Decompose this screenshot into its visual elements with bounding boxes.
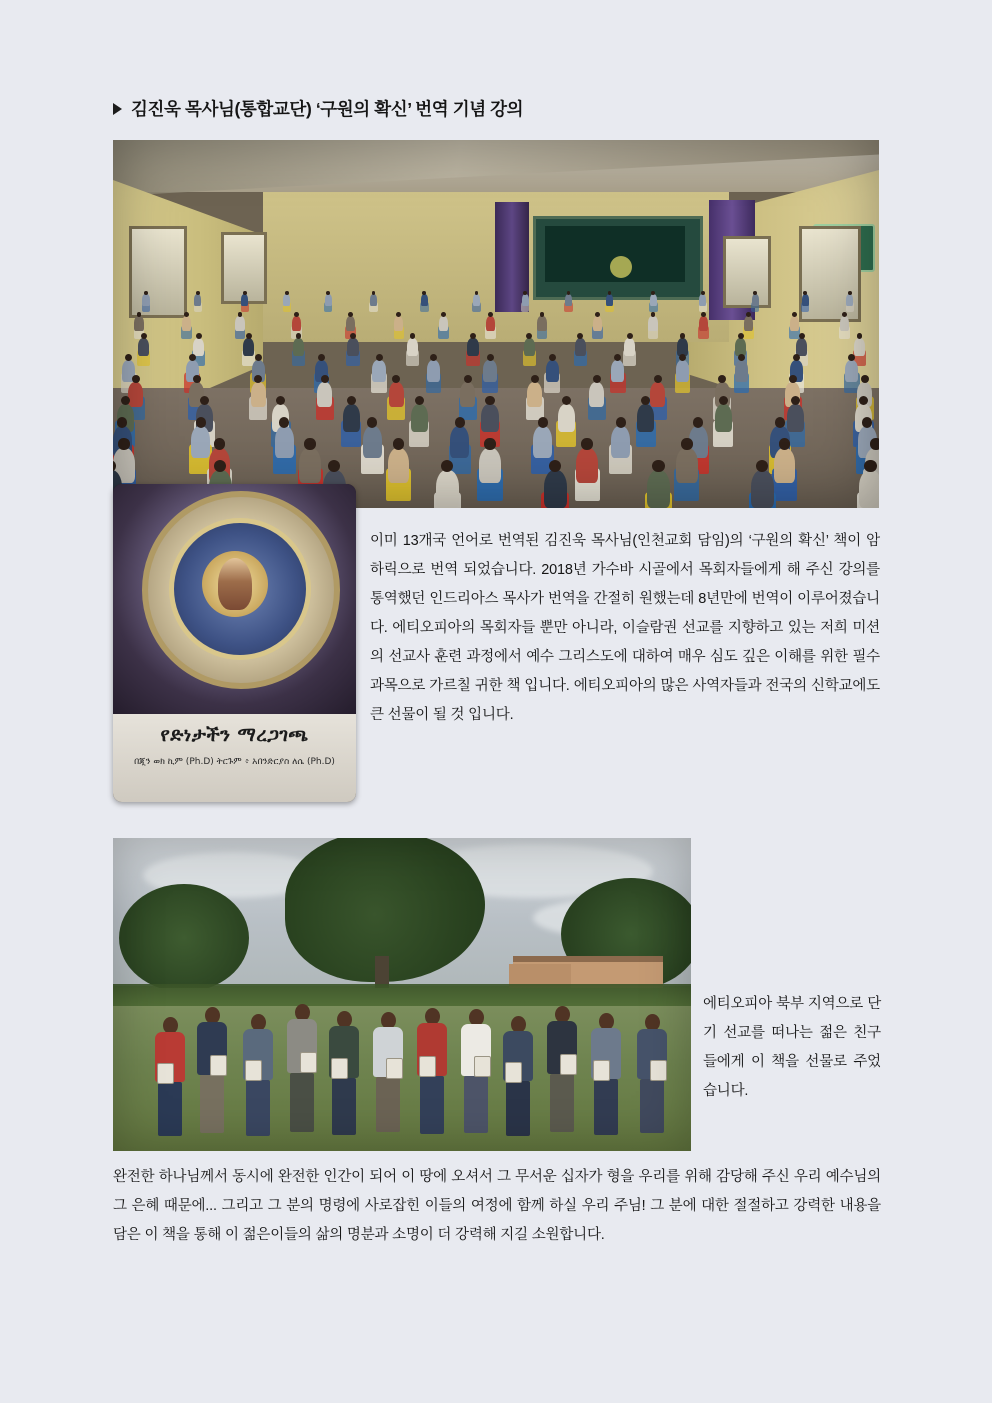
group-member xyxy=(241,1014,275,1135)
audience-head xyxy=(184,312,189,317)
audience-member xyxy=(522,294,529,306)
audience-head xyxy=(701,312,706,317)
audience-head xyxy=(608,291,612,295)
audience-head xyxy=(279,417,289,427)
group-member xyxy=(459,1009,493,1132)
audience-head xyxy=(651,291,655,295)
group-member xyxy=(371,1012,405,1132)
wall-emblem xyxy=(610,256,632,278)
audience-head xyxy=(196,291,200,295)
audience-member xyxy=(611,426,630,458)
audience-head xyxy=(318,354,325,361)
audience-head xyxy=(189,354,196,361)
audience-member xyxy=(293,338,304,356)
audience-head xyxy=(121,396,130,405)
audience-member xyxy=(372,360,385,382)
audience-head xyxy=(372,291,376,295)
audience-member xyxy=(427,360,440,382)
audience-member xyxy=(370,294,377,306)
audience-member xyxy=(347,338,358,356)
audience-member xyxy=(486,316,495,331)
person-legs xyxy=(550,1074,574,1132)
audience-head xyxy=(848,291,852,295)
audience-head xyxy=(464,375,472,383)
audience-member xyxy=(699,294,706,306)
audience-member xyxy=(467,338,478,356)
held-book xyxy=(331,1058,348,1079)
audience-head xyxy=(422,291,426,295)
audience-head xyxy=(652,460,664,472)
audience-member xyxy=(802,294,809,306)
section-heading xyxy=(113,96,913,121)
audience-member xyxy=(606,294,613,306)
audience-head xyxy=(870,438,879,449)
audience-head xyxy=(616,417,626,427)
group-member xyxy=(153,1017,187,1135)
audience-member xyxy=(481,404,498,432)
audience-head xyxy=(117,417,127,427)
photo-group-outdoors xyxy=(113,838,691,1151)
held-book xyxy=(245,1060,262,1081)
person-legs xyxy=(506,1081,530,1136)
audience-head xyxy=(861,375,869,383)
held-book xyxy=(593,1060,610,1081)
audience-head xyxy=(441,312,446,317)
audience-head xyxy=(141,333,147,339)
audience-member xyxy=(235,316,244,331)
audience-member xyxy=(134,316,143,331)
held-book xyxy=(157,1063,174,1084)
audience-member xyxy=(450,426,469,458)
paragraph-side-caption xyxy=(703,990,881,1106)
audience-head xyxy=(430,354,437,361)
audience-head xyxy=(681,438,692,449)
audience-head xyxy=(746,312,751,317)
held-book xyxy=(300,1052,317,1073)
audience-member xyxy=(363,426,382,458)
person-legs xyxy=(594,1079,618,1135)
audience-head xyxy=(304,438,315,449)
audience-member xyxy=(650,382,665,407)
audience-head xyxy=(487,354,494,361)
audience-head xyxy=(118,438,129,449)
audience-member xyxy=(251,382,266,407)
audience-member xyxy=(593,316,602,331)
audience-head xyxy=(196,417,206,427)
paragraph-intro-text: 이미 13개국 언어로 번역된 김진욱 목사님(인천교회 담임)의 ‘구원의 확신’ 책이 암하릭으로 번역 되었습니다. 2018년 가수바 시골에서 목회자들에게 해 주신 강의를 통역했던 인드리아스 목사가 번역을 간절히 원했는데 8년만에 번역이 이루어졌습니다. 에티오피아의 목회자들 뿐만 아니라, 이슬람권 선교를 지향하고 있는 저희 미션의 선교사 훈련 과정에서 예수 그리스도에 대하여 매우 심도 깊은 이해를 위한 필수 과목으로 가르칠 귀한 책 입니다. 에티오피아의 많은 사역자들과 전국의 신학교에도 큰 선물이 될 것 입니다. xyxy=(370,533,880,723)
person-legs xyxy=(332,1078,356,1135)
audience-head xyxy=(627,333,633,339)
audience-head xyxy=(485,396,494,405)
audience-member xyxy=(715,404,732,432)
photo-book-cover xyxy=(113,484,356,802)
group-member xyxy=(635,1014,669,1132)
audience-head xyxy=(738,354,745,361)
audience-head xyxy=(549,460,561,472)
held-book xyxy=(505,1062,522,1083)
audience-member xyxy=(744,316,753,331)
audience-member xyxy=(483,360,496,382)
christ-figure xyxy=(218,558,252,610)
audience-head xyxy=(376,354,383,361)
audience-member xyxy=(439,316,448,331)
paragraph-closing-text: 완전한 하나님께서 동시에 완전한 인간이 되어 이 땅에 오셔서 그 무서운 십자가 형을 우리를 위해 감당해 주신 우리 예수님의 그 은혜 때문에... 그리고 그 분의 명령에 사로잡힌 이들의 여정에 함께 하실 우리 주님! 그 분에 대한 절절하고 강력한 내용을 담은 이 책을 통해 이 젊은이들의 삶의 명분과 소명이 더 강력해 지길 소원합니다. xyxy=(113,1169,881,1243)
audience-member xyxy=(565,294,572,306)
audience-member xyxy=(624,338,635,356)
audience-head xyxy=(294,312,299,317)
audience-head xyxy=(719,396,728,405)
audience-member xyxy=(544,470,567,508)
audience-member xyxy=(194,294,201,306)
audience-member xyxy=(394,316,403,331)
audience-member xyxy=(142,294,149,306)
audience-head xyxy=(285,291,289,295)
audience-member xyxy=(611,360,624,382)
audience-head xyxy=(393,438,404,449)
audience-member xyxy=(346,316,355,331)
audience-member xyxy=(388,448,409,483)
audience-member xyxy=(317,382,332,407)
audience-head xyxy=(789,375,797,383)
audience-member xyxy=(533,426,552,458)
audience-member xyxy=(699,316,708,331)
audience-head xyxy=(679,354,686,361)
audience-head xyxy=(753,291,757,295)
audience-member xyxy=(138,338,149,356)
audience-member xyxy=(325,294,332,306)
group-member xyxy=(545,1006,579,1132)
audience-member xyxy=(292,316,301,331)
audience-head xyxy=(367,417,377,427)
audience-member xyxy=(676,448,697,483)
group-member xyxy=(589,1013,623,1135)
audience-head xyxy=(593,375,601,383)
page-title: 김진욱 목사님(통합교단) ‘구원의 확신’ 번역 기념 강의 xyxy=(131,99,524,119)
held-book xyxy=(474,1056,491,1077)
group-member xyxy=(415,1008,449,1135)
book-title-amharic: የድነታችን ማረጋገጫ xyxy=(160,724,309,746)
audience-member xyxy=(343,404,360,432)
person-legs xyxy=(420,1076,444,1134)
audience-head xyxy=(326,291,330,295)
audience-head xyxy=(132,375,140,383)
audience-member xyxy=(845,360,858,382)
audience-head xyxy=(540,312,545,317)
person-legs xyxy=(290,1073,314,1132)
held-book xyxy=(419,1056,436,1077)
audience-head xyxy=(144,291,148,295)
paragraph-intro xyxy=(370,527,880,730)
audience-head xyxy=(791,396,800,405)
group-member xyxy=(501,1016,535,1135)
audience-member xyxy=(846,294,853,306)
audience-member xyxy=(421,294,428,306)
tree-left xyxy=(119,884,249,992)
person-legs xyxy=(158,1082,182,1136)
audience-head xyxy=(803,291,807,295)
audience-head xyxy=(484,438,495,449)
audience-head xyxy=(862,417,872,427)
person-legs xyxy=(464,1076,488,1133)
group-member xyxy=(327,1011,361,1135)
audience-head xyxy=(581,438,592,449)
audience-member xyxy=(436,470,459,508)
audience-member xyxy=(191,426,210,458)
audience-member xyxy=(411,404,428,432)
audience-head xyxy=(475,291,479,295)
audience-crowd xyxy=(113,290,879,508)
audience-member xyxy=(558,404,575,432)
audience-member xyxy=(859,470,879,508)
audience-member xyxy=(735,360,748,382)
audience-head xyxy=(538,417,548,427)
audience-member xyxy=(576,448,597,483)
audience-head xyxy=(193,375,201,383)
audience-head xyxy=(214,438,225,449)
cover-artwork xyxy=(113,484,356,716)
held-book xyxy=(650,1060,667,1081)
audience-head xyxy=(738,333,744,339)
audience-member xyxy=(524,338,535,356)
audience-member xyxy=(854,338,865,356)
audience-member xyxy=(790,316,799,331)
audience-head xyxy=(792,312,797,317)
audience-member xyxy=(241,294,248,306)
audience-member xyxy=(275,426,294,458)
audience-member xyxy=(182,316,191,331)
audience-member xyxy=(647,470,670,508)
audience-head xyxy=(255,354,262,361)
audience-head xyxy=(549,354,556,361)
audience-member xyxy=(650,294,657,306)
book-authors-amharic: በጂን ወክ ኪም (Ph.D) ትርጉም ፥ አበንድርያስ ለሴ (Ph.D) xyxy=(134,757,335,767)
audience-head xyxy=(350,333,356,339)
photo-seminar-hall xyxy=(113,140,879,508)
audience-member xyxy=(389,382,404,407)
audience-head xyxy=(775,417,785,427)
audience-member xyxy=(299,448,320,483)
audience-head xyxy=(348,312,353,317)
audience-head xyxy=(455,417,465,427)
audience-member xyxy=(546,360,559,382)
audience-member xyxy=(479,448,500,483)
audience-head xyxy=(864,460,876,472)
audience-head xyxy=(595,312,600,317)
audience-member xyxy=(751,470,774,508)
audience-member xyxy=(243,338,254,356)
audience-head xyxy=(523,291,527,295)
audience-head xyxy=(567,291,571,295)
group-member xyxy=(285,1004,319,1132)
audience-head xyxy=(693,417,703,427)
audience-head xyxy=(842,312,847,317)
audience-member xyxy=(648,316,657,331)
paragraph-closing xyxy=(113,1163,881,1250)
audience-member xyxy=(840,316,849,331)
audience-head xyxy=(651,312,656,317)
audience-head xyxy=(562,396,571,405)
audience-member xyxy=(752,294,759,306)
audience-member xyxy=(575,338,586,356)
audience-head xyxy=(799,333,805,339)
person-legs xyxy=(200,1075,224,1133)
hedge-row xyxy=(113,984,691,1006)
person-legs xyxy=(246,1080,270,1136)
audience-head xyxy=(238,312,243,317)
audience-head xyxy=(470,333,476,339)
audience-member xyxy=(537,316,546,331)
paragraph-side-caption-text: 에티오피아 북부 지역으로 단기 선교를 떠나는 젊은 친구들에게 이 책을 선물로 주었습니다. xyxy=(703,996,881,1099)
audience-head xyxy=(196,333,202,339)
triangle-right-icon xyxy=(113,103,122,115)
audience-member xyxy=(589,382,604,407)
person-legs xyxy=(640,1079,664,1133)
audience-head xyxy=(701,291,705,295)
group-member xyxy=(195,1007,229,1132)
held-book xyxy=(210,1055,227,1076)
held-book xyxy=(560,1054,577,1075)
audience-member xyxy=(473,294,480,306)
audience-head xyxy=(779,438,790,449)
audience-member xyxy=(527,382,542,407)
audience-head xyxy=(488,312,493,317)
audience-member xyxy=(774,448,795,483)
audience-head xyxy=(243,291,247,295)
audience-head xyxy=(654,375,662,383)
audience-head xyxy=(793,354,800,361)
held-book xyxy=(386,1058,403,1079)
audience-member xyxy=(283,294,290,306)
audience-member xyxy=(637,404,654,432)
audience-member xyxy=(407,338,418,356)
audience-member xyxy=(676,360,689,382)
person-legs xyxy=(376,1077,400,1132)
audience-member xyxy=(460,382,475,407)
audience-member xyxy=(787,404,804,432)
audience-member xyxy=(128,382,143,407)
audience-member xyxy=(193,338,204,356)
audience-head xyxy=(246,333,252,339)
audience-head xyxy=(531,375,539,383)
